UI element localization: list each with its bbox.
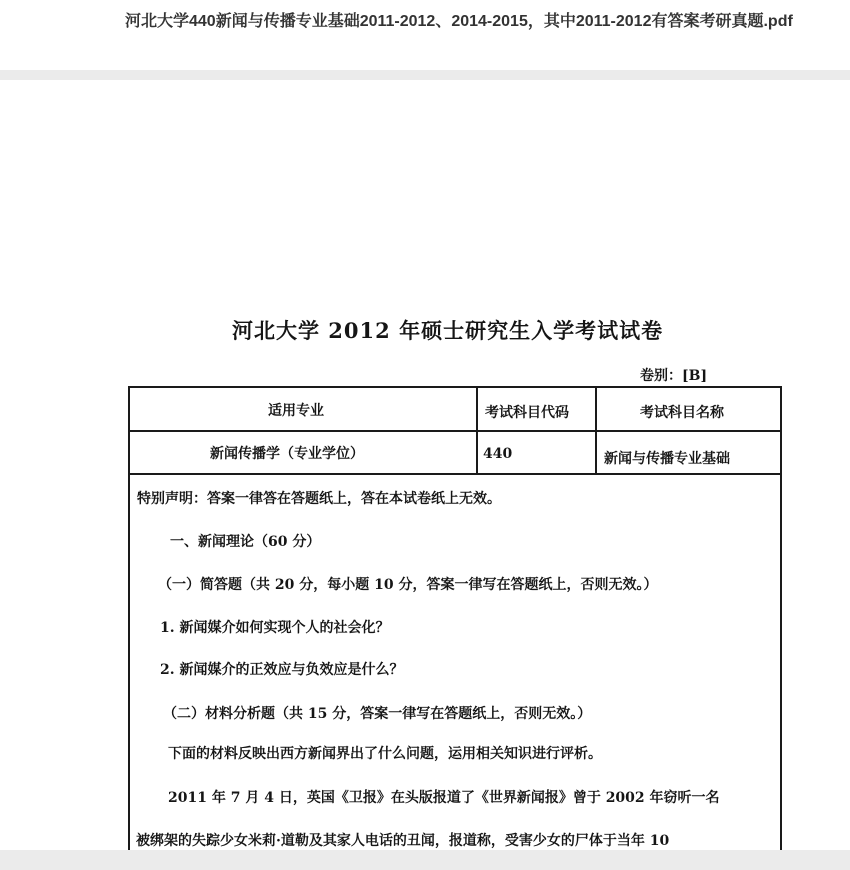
part-title-1: （一）简答题（共 20 分，每小题 10 分，答案一律写在答题纸上，否则无效。） [158,577,658,593]
title-bar [0,0,850,70]
paper-type: 卷别：[B] [640,368,708,384]
separator-band [0,70,850,80]
header-major: 适用专业 [268,403,324,419]
part-title-2: （二）材料分析题（共 15 分，答案一律写在答题纸上，否则无效。） [163,706,592,722]
cell-major: 新闻传播学（专业学位） [210,446,364,462]
material-prompt: 下面的材料反映出西方新闻界出了什么问题，运用相关知识进行评析。 [168,746,602,762]
header-code: 考试科目代码 [485,405,569,421]
table-divider-2 [128,473,782,475]
question-1: 1. 新闻媒介如何实现个人的社会化？ [160,620,390,636]
file-title: 河北大学440新闻与传播专业基础2011-2012、2014-2015，其中2011-2012有答案考研真题.pdf [125,13,793,30]
cell-code: 440 [483,446,513,462]
exam-title: 河北大学 2012 年硕士研究生入学考试试卷 [232,318,664,343]
header-subject: 考试科目名称 [640,405,724,421]
table-col-divider-1 [476,386,478,475]
document-page [0,80,850,850]
bottom-band [0,850,850,870]
table-col-divider-2 [595,386,597,475]
material-paragraph-line-2: 被绑架的失踪少女米莉·道勒及其家人电话的丑闻，报道称，受害少女的尸体于当年 10 [136,833,670,849]
notice: 特别声明：答案一律答在答题纸上，答在本试卷纸上无效。 [137,491,501,507]
question-2: 2. 新闻媒介的正效应与负效应是什么？ [160,662,404,678]
cell-subject: 新闻与传播专业基础 [604,451,730,467]
material-paragraph-line-1: 2011 年 7 月 4 日，英国《卫报》在头版报道了《世界新闻报》曾于 2002 年窃听一名 [168,790,720,806]
section-title: 一、新闻理论（60 分） [170,534,321,550]
table-divider-1 [128,430,782,432]
